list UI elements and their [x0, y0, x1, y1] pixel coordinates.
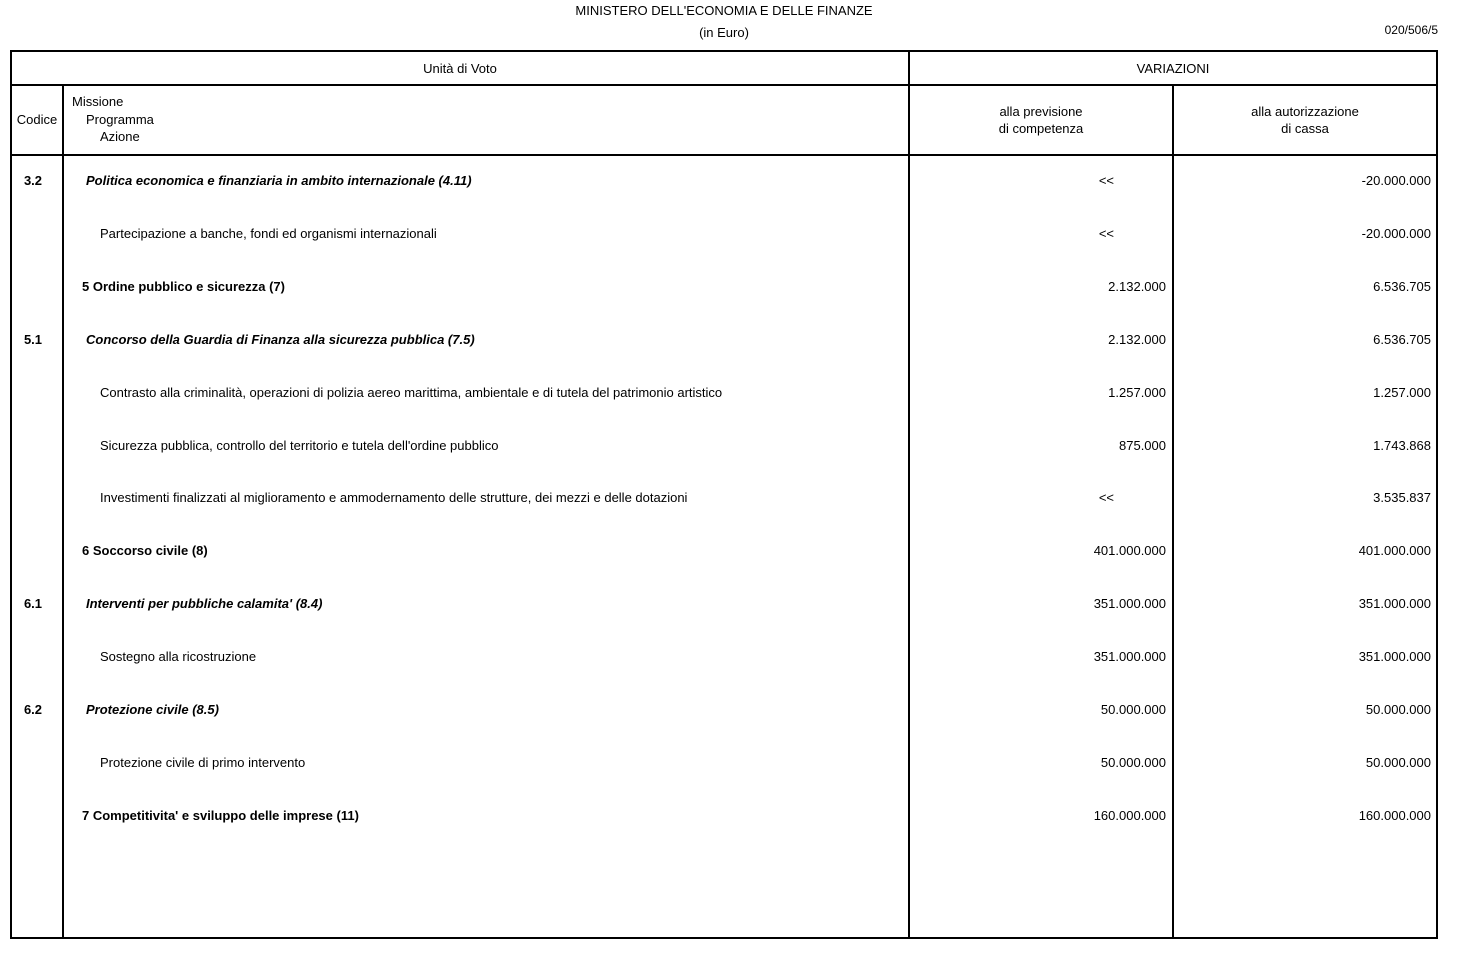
header-cassa-line2: di cassa [1281, 121, 1329, 136]
table-row [0, 753, 1474, 773]
header-competenza [910, 103, 1172, 137]
row-cassa: 50.000.000 [1365, 755, 1431, 770]
row-cassa: 160.000.000 [1358, 808, 1431, 823]
header-unita-di-voto: Unità di Voto [423, 61, 497, 76]
page-subtitle: (in Euro) [699, 25, 749, 40]
row-cassa: -20.000.000 [1361, 226, 1431, 241]
table-row [0, 383, 1474, 403]
table-row [0, 171, 1474, 191]
table-row [0, 806, 1474, 826]
row-competenza: 351.000.000 [1093, 649, 1166, 664]
row-cassa: 1.257.000 [1373, 385, 1431, 400]
row-competenza: 1.257.000 [1108, 385, 1166, 400]
row-label: Contrasto alla criminalità, operazioni di polizia aereo marittima, ambientale e di tutela del patrimonio artistico [100, 385, 723, 400]
row-label: Concorso della Guardia di Finanza alla sicurezza pubblica (7.5) [86, 332, 475, 347]
row-label: Protezione civile di primo intervento [100, 755, 306, 770]
row-competenza: << [1098, 226, 1114, 241]
row-cassa: 3.535.837 [1373, 490, 1431, 505]
row-cassa: 351.000.000 [1358, 596, 1431, 611]
table-row [0, 224, 1474, 244]
table-row [0, 330, 1474, 350]
table-row [0, 594, 1474, 614]
row-competenza: << [1098, 490, 1114, 505]
row-label: 6 Soccorso civile (8) [82, 543, 208, 558]
row-code: 6.1 [23, 596, 43, 611]
row-code: 3.2 [23, 173, 43, 188]
divider-header-bottom [10, 154, 1438, 156]
row-cassa: 1.743.868 [1373, 438, 1431, 453]
row-cassa: 401.000.000 [1358, 543, 1431, 558]
row-label: Sicurezza pubblica, controllo del territorio e tutela dell'ordine pubblico [100, 438, 499, 453]
header-competenza-line2: di competenza [998, 121, 1084, 136]
row-competenza: 160.000.000 [1093, 808, 1166, 823]
divider-header-top [10, 84, 1438, 86]
row-code: 6.2 [23, 702, 43, 717]
table-row [0, 647, 1474, 667]
header-programma: Programma [86, 112, 154, 127]
header-codice: Codice [16, 112, 58, 127]
table-row [0, 700, 1474, 720]
row-competenza: 2.132.000 [1108, 279, 1166, 294]
row-label: Investimenti finalizzati al miglioramento e ammodernamento delle strutture, dei mezzi e delle dotazioni [100, 490, 688, 505]
row-cassa: 6.536.705 [1373, 279, 1431, 294]
page-title: MINISTERO DELL'ECONOMIA E DELLE FINANZE [575, 3, 873, 18]
row-label: 5 Ordine pubblico e sicurezza (7) [82, 279, 285, 294]
table-row [0, 541, 1474, 561]
header-missione: Missione [72, 94, 124, 109]
table-row [0, 488, 1474, 508]
row-cassa: 351.000.000 [1358, 649, 1431, 664]
row-competenza: << [1098, 173, 1114, 188]
row-label: Sostegno alla ricostruzione [100, 649, 257, 664]
header-variazioni: VARIAZIONI [1136, 61, 1210, 76]
row-label: Interventi per pubbliche calamita' (8.4) [86, 596, 323, 611]
header-cassa-line1: alla autorizzazione [1251, 104, 1359, 119]
table-row [0, 277, 1474, 297]
header-cassa [1174, 103, 1436, 137]
row-label: 7 Competitivita' e sviluppo delle imprese (11) [82, 808, 359, 823]
row-competenza: 50.000.000 [1100, 702, 1166, 717]
row-label: Partecipazione a banche, fondi ed organismi internazionali [100, 226, 437, 241]
row-competenza: 875.000 [1119, 438, 1166, 453]
header-azione: Azione [100, 129, 140, 144]
table-row [0, 436, 1474, 456]
page-code: 020/506/5 [1384, 23, 1438, 37]
row-competenza: 351.000.000 [1093, 596, 1166, 611]
row-code: 5.1 [23, 332, 43, 347]
row-competenza: 2.132.000 [1108, 332, 1166, 347]
row-cassa: 6.536.705 [1373, 332, 1431, 347]
row-label: Protezione civile (8.5) [86, 702, 219, 717]
header-competenza-line1: alla previsione [999, 104, 1083, 119]
row-label: Politica economica e finanziaria in ambito internazionale (4.11) [86, 173, 472, 188]
row-competenza: 50.000.000 [1100, 755, 1166, 770]
row-cassa: -20.000.000 [1361, 173, 1431, 188]
row-cassa: 50.000.000 [1365, 702, 1431, 717]
row-competenza: 401.000.000 [1093, 543, 1166, 558]
